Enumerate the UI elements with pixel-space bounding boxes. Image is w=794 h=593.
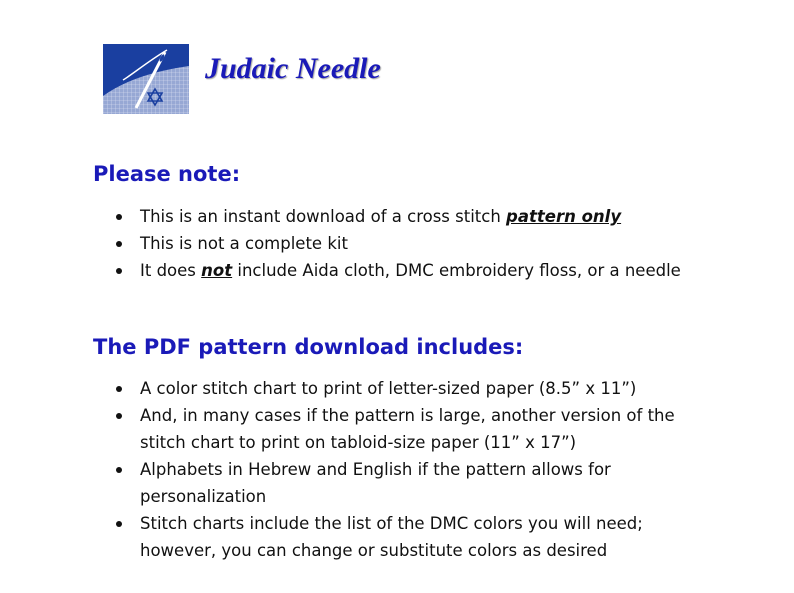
bullet-icon <box>116 521 122 527</box>
brand-name: Judaic Needle <box>205 52 381 85</box>
please-note-heading: Please note: <box>93 162 241 186</box>
list-item-text: Alphabets in Hebrew and English if the pattern allows for <box>140 460 611 479</box>
bullet-icon <box>116 467 122 473</box>
list-item <box>0 257 681 284</box>
list-item-text: This is an instant download of a cross stitch <box>140 207 507 226</box>
bullet-icon <box>116 413 122 419</box>
bullet-icon <box>116 241 122 247</box>
list-item-text: however, you can change or substitute colors as desired <box>140 541 608 560</box>
bullet-icon <box>116 268 122 274</box>
includes-heading: The PDF pattern download includes: <box>93 335 524 359</box>
note-list <box>0 203 681 284</box>
emphasis-text: pattern only <box>506 207 622 226</box>
list-item-text: Stitch charts include the list of the DMC colors you will need; <box>140 514 643 533</box>
list-item <box>0 203 681 230</box>
list-item <box>0 402 675 456</box>
list-item-text: It does <box>140 261 202 280</box>
bullet-icon <box>116 386 122 392</box>
list-item <box>0 510 675 564</box>
emphasis-text: not <box>201 261 233 280</box>
list-item-text: A color stitch chart to print of letter-sized paper (8.5” x 11”) <box>140 379 637 398</box>
list-item-text: This is not a complete kit <box>140 234 348 253</box>
list-item-text: And, in many cases if the pattern is large, another version of the <box>140 406 675 425</box>
list-item-text: personalization <box>140 487 267 506</box>
list-item-text: include Aida cloth, DMC embroidery floss, or a needle <box>232 261 681 280</box>
includes-list <box>0 375 675 564</box>
list-item <box>0 375 675 402</box>
bullet-icon <box>116 214 122 220</box>
list-item <box>0 456 675 510</box>
list-item <box>0 230 681 257</box>
list-item-text: stitch chart to print on tabloid-size paper (11” x 17”) <box>140 433 577 452</box>
logo-needle-star-icon <box>103 44 189 114</box>
